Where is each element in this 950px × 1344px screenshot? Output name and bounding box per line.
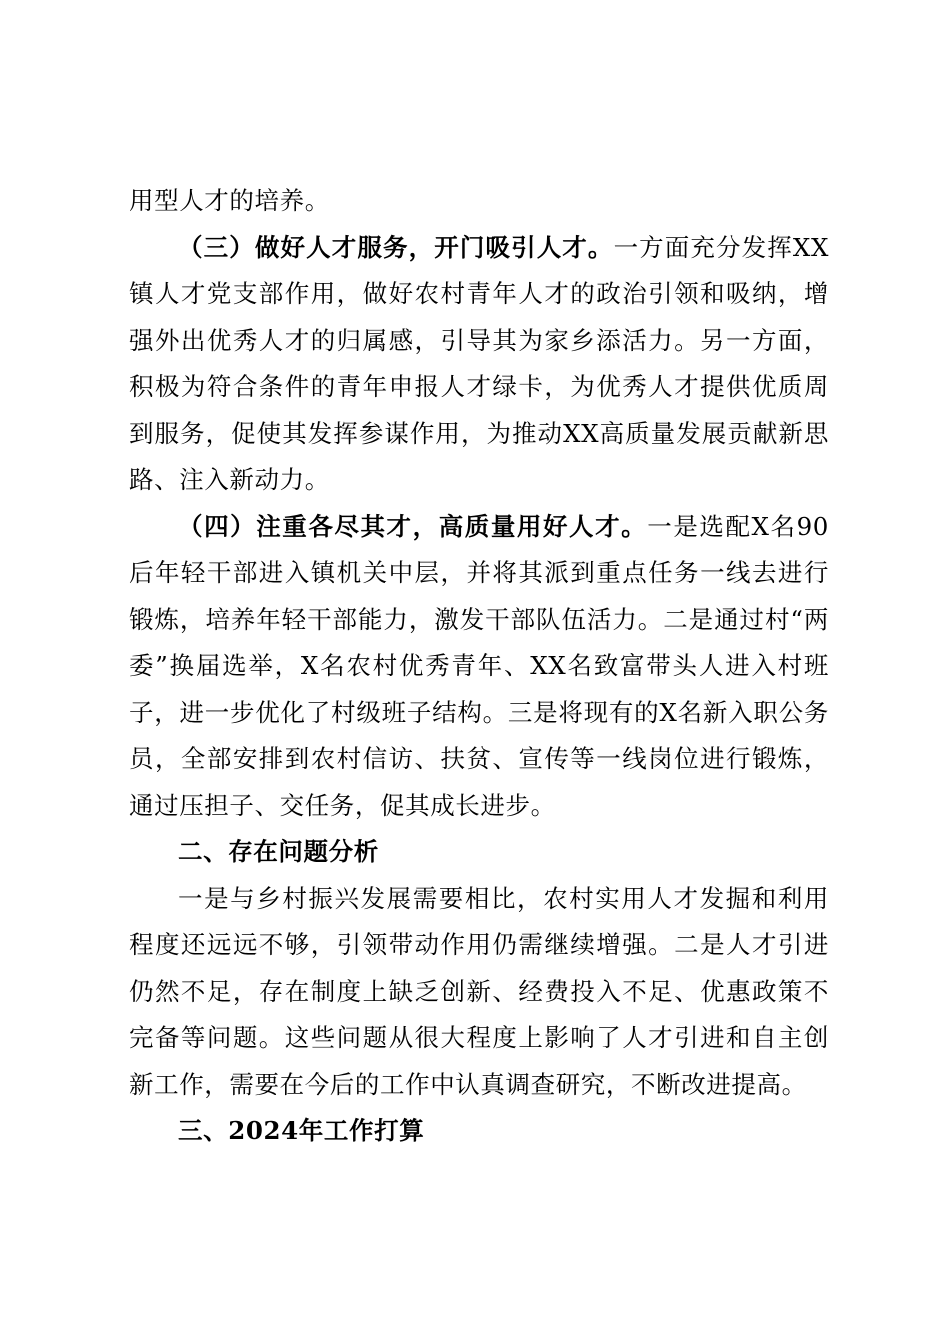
paragraph-section-3 [129,225,829,504]
section-4-body: 一是选配X名90后年轻干部进入镇机关中层，并将其派到重点任务一线去进行锻炼，培养年轻干部能力，激发干部队伍活力。二是通过村“两委”换届选举，X名农村优秀青年、XX名致富带头人进入村班子，进一步优化了村级班子结构。三是将现有的X名新入职公务员，全部安排到农村信访、扶贫、宣传等一线岗位进行锻炼，通过压担子、交任务，促其成长进步。 [129,511,829,820]
paragraph-continuation: 用型人才的培养。 [129,186,330,215]
section-3-body: 一方面充分发挥XX镇人才党支部作用，做好农村青年人才的政治引领和吸纳，增强外出优秀人才的归属感，引导其为家乡添活力。另一方面，积极为符合条件的青年申报人才绿卡，为优秀人才提供优质周到服务，促使其发挥参谋作用，为推动XX高质量发展贡献新思路、注入新动力。 [129,232,829,494]
paragraph-section-4 [129,504,829,830]
section-3-heading: （三）做好人才服务，开门吸引人才。 [178,232,614,262]
section-4-heading: （四）注重各尽其才，高质量用好人才。 [178,511,648,541]
document-body [129,178,829,1155]
paragraph-part-2: 一是与乡村振兴发展需要相比，农村实用人才发掘和利用程度还远远不够，引领带动作用仍需继续增强。二是人才引进仍然不足，存在制度上缺乏创新、经费投入不足、优惠政策不完备等问题。这些问题从很大程度上影响了人才引进和自主创新工作，需要在今后的工作中认真调查研究，不断改进提高。 [129,883,829,1099]
part-3-heading: 三、2024年工作打算 [178,1116,425,1145]
part-2-heading: 二、存在问题分析 [178,837,379,866]
